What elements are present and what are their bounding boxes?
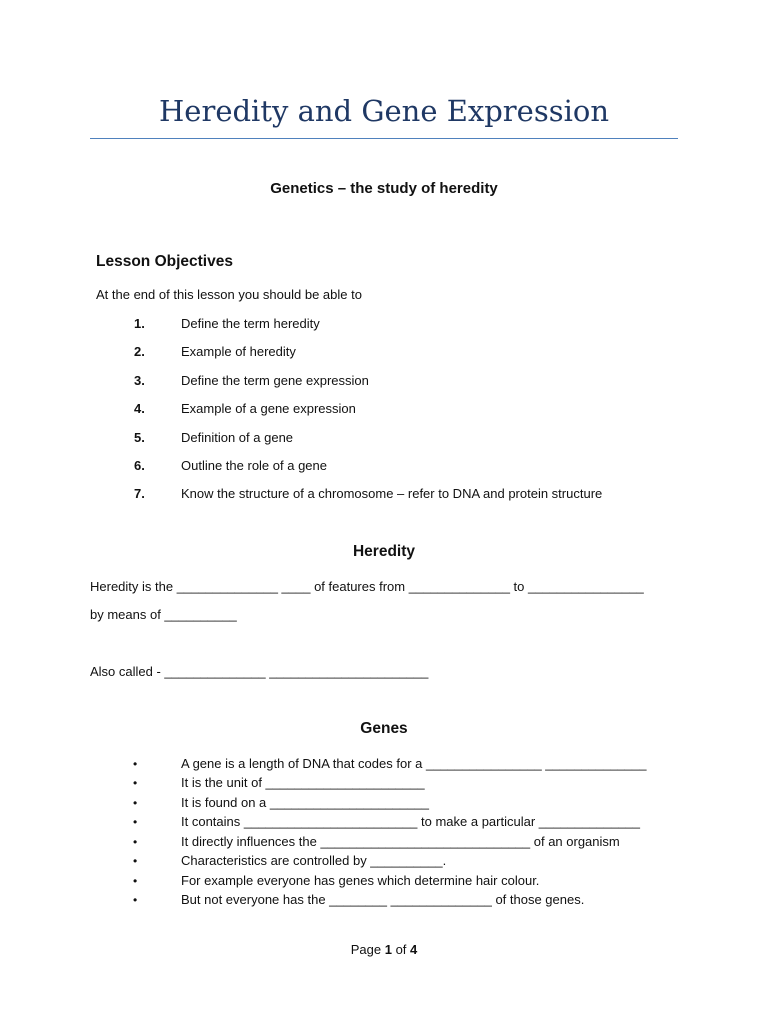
gene-statement: A gene is a length of DNA that codes for a ________________ ______________	[181, 756, 647, 771]
gene-statement: It is the unit of ______________________	[181, 775, 425, 790]
subtitle: Genetics – the study of heredity	[270, 180, 498, 197]
objective-text: Definition of a gene	[181, 430, 294, 445]
page-total: 4	[410, 942, 418, 957]
objective-number: 7.	[134, 486, 145, 501]
objective-number: 3.	[134, 373, 145, 388]
page-current: 1	[384, 942, 392, 957]
bullet-icon: •	[133, 796, 138, 810]
bullet-icon: •	[133, 854, 138, 868]
objective-number: 2.	[134, 344, 145, 359]
gene-statement: It contains ________________________ to make a particular ______________	[181, 814, 640, 829]
bullet-icon: •	[133, 893, 138, 907]
gene-statement: It directly influences the _____________________________ of an organism	[181, 834, 620, 849]
of-label: of	[395, 942, 407, 957]
title-divider	[90, 138, 678, 139]
bullet-icon: •	[133, 874, 138, 888]
objective-number: 5.	[134, 430, 145, 445]
heredity-blank-line-3: Also called - ______________ ______________________	[90, 664, 429, 679]
bullet-icon: •	[133, 835, 138, 849]
gene-statement: For example everyone has genes which determine hair colour.	[181, 873, 540, 888]
heredity-blank-line-2: by means of __________	[90, 607, 237, 622]
page-title: Heredity and Gene Expression	[159, 94, 609, 128]
heredity-blank-line-1: Heredity is the ______________ ____ of features from ______________ to ________________	[90, 579, 644, 594]
bullet-icon: •	[133, 757, 138, 771]
objective-text: Know the structure of a chromosome – refer to DNA and protein structure	[181, 486, 603, 501]
gene-statement: But not everyone has the ________ ______________ of those genes.	[181, 892, 585, 907]
objective-text: Define the term heredity	[181, 316, 320, 331]
objectives-heading: Lesson Objectives	[96, 253, 233, 270]
bullet-icon: •	[133, 776, 138, 790]
genes-heading: Genes	[360, 720, 408, 737]
gene-statement: It is found on a ______________________	[181, 795, 429, 810]
objective-number: 1.	[134, 316, 145, 331]
heredity-heading: Heredity	[352, 543, 416, 560]
objective-text: Define the term gene expression	[181, 373, 369, 388]
bullet-icon: •	[133, 815, 138, 829]
gene-statement: Characteristics are controlled by __________.	[181, 853, 447, 868]
objective-text: Outline the role of a gene	[181, 458, 327, 473]
objective-text: Example of a gene expression	[181, 401, 356, 416]
objectives-intro: At the end of this lesson you should be able to	[96, 287, 362, 302]
page-label: Page	[350, 942, 382, 957]
page-footer	[0, 942, 768, 957]
objective-text: Example of heredity	[181, 344, 296, 359]
objective-number: 6.	[134, 458, 145, 473]
objective-number: 4.	[134, 401, 145, 416]
